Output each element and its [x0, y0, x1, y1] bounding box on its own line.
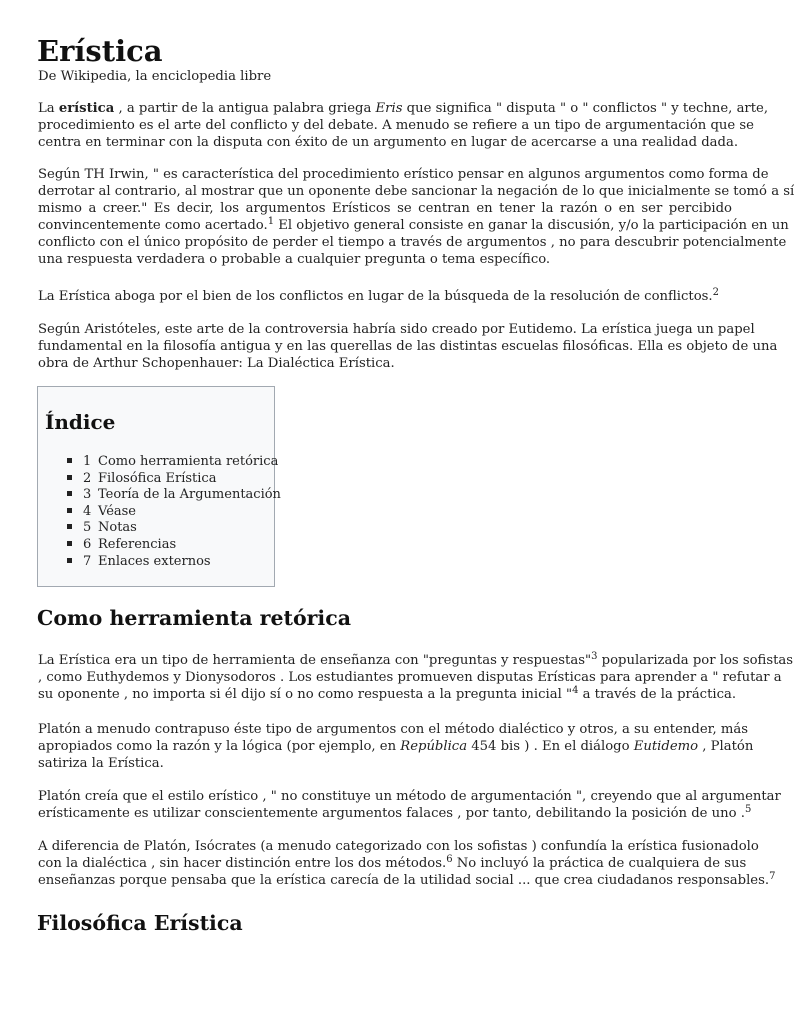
paragraph-line: mismo a creer." Es decir, los argumentos Erísticos se centran en tener la razón o en ser percibido — [38, 201, 732, 217]
work-republica: República — [400, 739, 468, 755]
toc-item-filosofica-eristica[interactable]: 2 Filosófica Erística — [67, 471, 281, 488]
toc-item-notas[interactable]: 5 Notas — [67, 520, 281, 537]
bullet-icon — [67, 524, 72, 529]
citation-2[interactable]: 2 — [712, 287, 719, 298]
paragraph-line: apropiados como la razón y la lógica (por ejemplo, en República 454 bis ) . En el diálogo Eutidemo , Platón — [38, 739, 754, 755]
paragraph-line: procedimiento es el arte del conflicto y del debate. A menudo se refiere a un tipo de argumentación que se — [38, 118, 754, 134]
paragraph-line: La Erística aboga por el bien de los conflictos en lugar de la búsqueda de la resolución de conflictos.$^2$ — [38, 287, 719, 304]
table-of-contents — [37, 386, 281, 587]
citation-7[interactable]: 7 — [769, 871, 776, 883]
paragraph-line: La Erística era un tipo de herramienta de enseñanza con "preguntas y respuestas"$^3$ popularizada por los sofistas — [38, 651, 794, 668]
paragraph-line: erísticamente es utilizar conscientemente argumentos falaces , por tanto, debilitando la posición de uno .$^5$ — [38, 804, 752, 822]
intro-paragraph-1 — [38, 100, 769, 151]
section1-paragraph-2 — [38, 721, 754, 772]
citation-3[interactable]: 3 — [591, 651, 598, 662]
term-eris: Eris — [375, 101, 403, 116]
paragraph-line: fundamental en la filosofía antigua y en las querellas de las distintas escuelas filosóficas. Ella es objeto de una — [38, 339, 778, 355]
toc-item-teoria-argumentacion[interactable]: 3 Teoría de la Argumentación — [67, 487, 281, 504]
toc-title: Índice — [45, 410, 116, 434]
paragraph-line: A diferencia de Platón, Isócrates (a menudo categorizado con los sofistas ) confundía la erística fusionadolo — [38, 839, 759, 854]
toc-item-como-herramienta-retorica[interactable]: 1 Como herramienta retórica — [67, 454, 281, 471]
bullet-icon — [67, 491, 72, 496]
toc-item-referencias[interactable]: 6 Referencias — [67, 537, 281, 554]
toc-list — [67, 454, 281, 570]
citation-1[interactable]: 1 — [267, 216, 275, 228]
page-tagline: De Wikipedia, la enciclopedia libre — [38, 69, 272, 84]
section1-paragraph-3 — [38, 788, 781, 822]
bullet-icon — [67, 541, 72, 546]
work-eutidemo: Eutidemo — [633, 739, 699, 755]
paragraph-line: con la dialéctica , sin hacer distinción entre los dos métodos.$^6$ No incluyó la práctica de cualquiera de sus — [38, 854, 747, 872]
citation-5[interactable]: 5 — [744, 804, 752, 816]
intro-paragraph-4 — [38, 321, 778, 372]
section1-paragraph-4 — [38, 838, 776, 889]
citation-4[interactable]: 4 — [572, 685, 579, 697]
bullet-icon — [67, 458, 72, 463]
bullet-icon — [67, 508, 72, 513]
toc-item-enlaces-externos[interactable]: 7 Enlaces externos — [67, 554, 281, 571]
bullet-icon — [67, 558, 72, 563]
paragraph-line: una respuesta verdadera o probable a cualquier pregunta o tema específico. — [38, 252, 551, 268]
paragraph-line: su oponente , no importa si él dijo sí o no como respuesta a la pregunta inicial "$^4$ a través de la práctica. — [38, 685, 737, 703]
paragraph-line: , como Euthydemos y Dionysodoros . Los estudiantes promueven disputas Erísticas para aprender a " refutar a — [38, 670, 782, 686]
toc-item-vease[interactable]: 4 Véase — [67, 504, 281, 521]
term-eristica: erística — [58, 101, 115, 116]
paragraph-line: Según Aristóteles, este arte de la controversia habría sido creado por Eutidemo. La erística juega un papel — [38, 322, 755, 337]
paragraph-line: Platón a menudo contrapuso éste tipo de argumentos con el método dialéctico y otros, a su entender, más — [38, 722, 749, 737]
section1-paragraph-1 — [38, 651, 794, 703]
bullet-icon — [67, 475, 72, 480]
citation-6[interactable]: 6 — [446, 854, 453, 866]
paragraph-line: derrotar al contrario, al mostrar que un oponente debe sancionar la negación de lo que inicialmente se tomó a sí — [38, 184, 794, 200]
paragraph-line: centra en terminar con la disputa con éxito de un argumento en lugar de acercarse a una realidad dada. — [38, 135, 739, 151]
paragraph-line: Platón creía que el estilo erístico , " no constituye un método de argumentación ", creyendo que al argumentar — [38, 789, 781, 804]
page-title: Erística — [37, 34, 163, 68]
section-heading-filosofica-eristica: Filosófica Erística — [37, 911, 243, 935]
intro-paragraph-2 — [38, 166, 794, 269]
paragraph-line: La erística , a partir de la antigua palabra griega Eris que significa " disputa " o " conflictos " y techne, arte, — [38, 101, 769, 116]
paragraph-line: enseñanzas porque pensaba que la erística carecía de la utilidad social ... que crea ciudadanos responsables.$^7$ — [38, 871, 776, 889]
section-heading-como-herramienta: Como herramienta retórica — [37, 606, 351, 630]
paragraph-line: satiriza la Erística. — [38, 756, 164, 772]
paragraph-line: conflicto con el único propósito de perder el tiempo a través de argumentos , no para descubrir potencialmente — [38, 235, 787, 251]
intro-paragraph-3 — [38, 288, 732, 305]
paragraph-line: convincentemente como acertado.$^1$ El objetivo general consiste en ganar la discusión, y/o la participación en un — [38, 216, 789, 234]
paragraph-line: Según TH Irwin, " es característica del procedimiento erístico pensar en algunos argumentos como forma de — [38, 167, 769, 182]
paragraph-line: obra de Arthur Schopenhauer: La Dialéctica Erística. — [38, 356, 395, 372]
